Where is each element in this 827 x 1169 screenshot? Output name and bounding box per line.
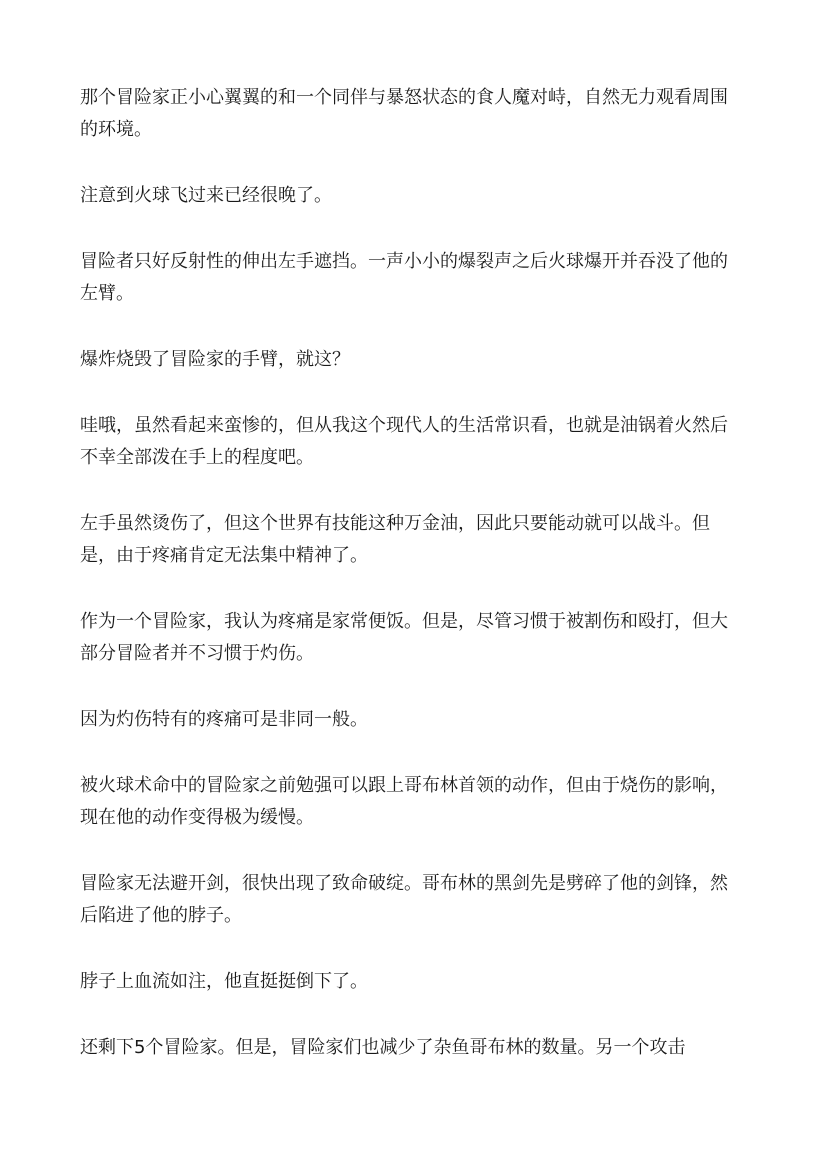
paragraph-4: 爆炸烧毁了冒险家的手臂，就这？: [80, 349, 350, 370]
paragraph-7: 作为一个冒险家，我认为疼痛是家常便饭。但是，尽管习惯于被割伤和殴打，但大部分冒险者并不习惯于灼伤。: [80, 611, 728, 664]
paragraph-3: 冒险者只好反射性的伸出左手遮挡。一声小小的爆裂声之后火球爆开并吞没了他的左臂。: [80, 251, 728, 304]
paragraph-10: 冒险家无法避开剑，很快出现了致命破绽。哥布林的黑剑先是劈碎了他的剑锋，然后陷进了他的脖子。: [80, 873, 728, 926]
paragraph-8: 因为灼伤特有的疼痛可是非同一般。: [80, 709, 368, 730]
paragraph-5: 哇哦，虽然看起来蛮惨的，但从我这个现代人的生活常识看，也就是油锅着火然后不幸全部泼在手上的程度吧。: [80, 415, 728, 468]
paragraph-11: 脖子上血流如注，他直挺挺倒下了。: [80, 971, 368, 992]
document-body: [80, 82, 740, 1098]
paragraph-9: 被火球术命中的冒险家之前勉强可以跟上哥布林首领的动作，但由于烧伤的影响，现在他的动作变得极为缓慢。: [80, 775, 728, 828]
paragraph-6: 左手虽然烫伤了，但这个世界有技能这种万金油，因此只要能动就可以战斗。但是，由于疼痛肯定无法集中精神了。: [80, 513, 710, 566]
paragraph-12: 还剩下5个冒险家。但是，冒险家们也减少了杂鱼哥布林的数量。另一个攻击: [80, 1037, 686, 1058]
paragraph-2: 注意到火球飞过来已经很晚了。: [80, 185, 332, 206]
paragraph-1: 那个冒险家正小心翼翼的和一个同伴与暴怒状态的食人魔对峙，自然无力观看周围的环境。: [80, 87, 728, 140]
